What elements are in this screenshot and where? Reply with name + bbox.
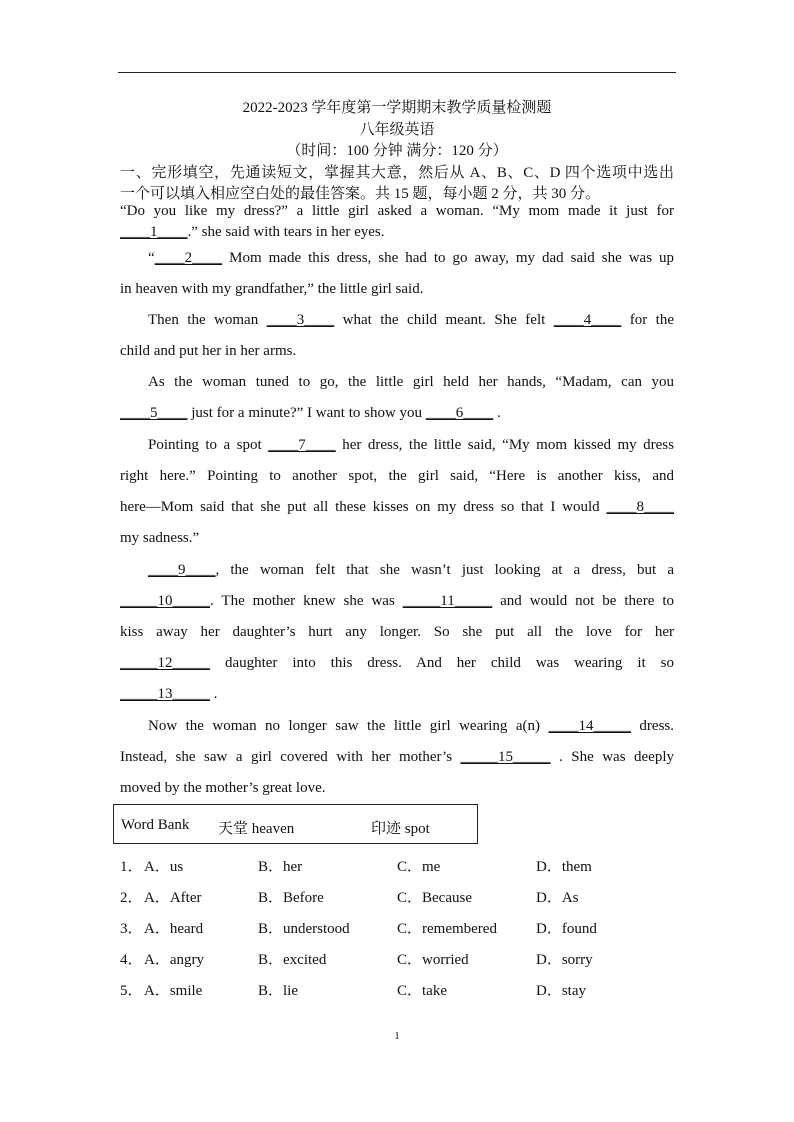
passage-line (120, 499, 674, 516)
word-bank-item: 印迹 spot (371, 821, 430, 837)
option-a: A．us (144, 859, 184, 875)
word-bank-item: 天堂 heaven (218, 821, 295, 837)
question-number: 1． (120, 859, 143, 875)
passage-text: .” she said with tears in her eyes. (187, 224, 385, 240)
blank-8: ____8____ (606, 499, 674, 515)
option-d: D．sorry (536, 952, 593, 968)
question-number: 3． (120, 921, 143, 937)
question-number: 4． (120, 952, 143, 968)
question-number: 5． (120, 983, 143, 999)
blank-4: ____4____ (553, 312, 622, 328)
passage-line (120, 655, 674, 672)
blank-12: _____12_____ (120, 655, 210, 671)
option-b: B．understood (258, 921, 350, 937)
header-rule (118, 72, 676, 73)
word-bank-label: Word Bank (121, 817, 190, 833)
option-d: D．found (536, 921, 597, 937)
passage-line (120, 749, 674, 766)
option-c: C．remembered (397, 921, 497, 937)
passage-text: here—Mom said that she put all these kisses on my dress so that I would (120, 499, 607, 515)
passage-text: “ (148, 250, 155, 266)
option-d: D．them (536, 859, 592, 875)
blank-11: _____11_____ (402, 593, 493, 609)
option-row (120, 886, 680, 906)
passage-text: what the child meant. She felt (334, 312, 554, 328)
passage-line: right here.” Pointing to another spot, the girl said, “Here is another kiss, and (120, 468, 674, 484)
blank-15: _____15_____ (460, 749, 551, 765)
passage-text: . She was deeply (550, 749, 675, 765)
option-c: C．Because (397, 890, 472, 906)
option-b: B．lie (258, 983, 298, 999)
option-b: B．Before (258, 890, 324, 906)
word-bank-box (113, 804, 478, 844)
passage-text: Pointing to a spot (148, 437, 269, 453)
passage-line (148, 718, 674, 735)
passage-line: my sadness.” (120, 530, 200, 546)
passage-line (120, 224, 385, 241)
option-c: C．worried (397, 952, 469, 968)
blank-7: ____7____ (268, 437, 336, 453)
option-d: D．stay (536, 983, 586, 999)
passage-text: Now the woman no longer saw the little girl wearing a(n) (148, 718, 549, 734)
passage-text: for the (621, 312, 674, 328)
blank-6: ____6____ (425, 405, 494, 421)
option-a: A．angry (144, 952, 204, 968)
blank-1: ____1____ (120, 224, 188, 240)
passage-line: in heaven with my grandfather,” the little girl said. (120, 281, 424, 297)
option-a: A．After (144, 890, 202, 906)
option-row (120, 948, 680, 968)
passage-text: daughter into this dress. And her child was wearing it so (210, 655, 674, 671)
blank-5: ____5____ (120, 405, 188, 421)
blank-3: ____3____ (266, 312, 335, 328)
passage-line (148, 562, 674, 579)
exam-subject: 八年级英语 (359, 122, 435, 138)
passage-text: . (210, 686, 218, 702)
option-row (120, 917, 680, 937)
passage-text: Instead, she saw a girl covered with her mother’s (120, 749, 461, 765)
blank-9: ____9____ (148, 562, 216, 578)
passage-text: dress. (630, 718, 675, 734)
question-number: 2． (120, 890, 143, 906)
passage-line: As the woman tuned to go, the little girl held her hands, “Madam, can you (148, 374, 674, 390)
passage-line (120, 593, 674, 610)
option-c: C．me (397, 859, 441, 875)
exam-time-info: （时间：100 分钟 满分：120 分） (286, 143, 508, 159)
passage-line: “Do you like my dress?” a little girl asked a woman. “My mom made it just for (120, 203, 674, 219)
passage-line: child and put her in her arms. (120, 343, 297, 359)
option-row (120, 855, 680, 875)
exam-title: 2022-2023 学年度第一学期期末教学质量检测题 (242, 100, 552, 116)
passage-text: and would not be there to (492, 593, 674, 609)
passage-line (148, 312, 674, 329)
passage-line: moved by the mother’s great love. (120, 780, 326, 796)
passage-line (148, 250, 674, 267)
passage-text: her dress, the little said, “My mom kissed my dress (335, 437, 674, 453)
option-c: C．take (397, 983, 447, 999)
page-number: 1 (394, 1030, 400, 1042)
option-row (120, 979, 680, 999)
passage-text: Mom made this dress, she had to go away, my dad said she was up (222, 250, 674, 266)
passage-text: . The mother knew she was (210, 593, 403, 609)
blank-10: _____10_____ (120, 593, 210, 609)
passage-text: just for a minute?” I want to show you (187, 405, 426, 421)
passage-line (148, 437, 674, 454)
option-b: B．her (258, 859, 303, 875)
passage-line (120, 405, 501, 422)
option-b: B．excited (258, 952, 327, 968)
passage-text: . (493, 405, 501, 421)
section-instruction-line-2: 一个可以填入相应空白处的最佳答案。共 15 题，每小题 2 分，共 30 分。 (120, 186, 601, 202)
blank-13: _____13_____ (120, 686, 210, 702)
option-a: A．smile (144, 983, 203, 999)
passage-line: kiss away her daughter’s hurt any longer. So she put all the love for her (120, 624, 674, 640)
section-instruction-line-1: 一、完形填空，先通读短文，掌握其大意，然后从 A、B、C、D 四个选项中选出 (120, 165, 674, 181)
blank-2: ____2____ (154, 250, 223, 266)
blank-14: ____14_____ (548, 718, 631, 734)
passage-text: Then the woman (148, 312, 267, 328)
option-d: D．As (536, 890, 579, 906)
passage-text: , the woman felt that she wasn’t just looking at a dress, but a (215, 562, 674, 578)
passage-line (120, 686, 218, 703)
option-a: A．heard (144, 921, 204, 937)
